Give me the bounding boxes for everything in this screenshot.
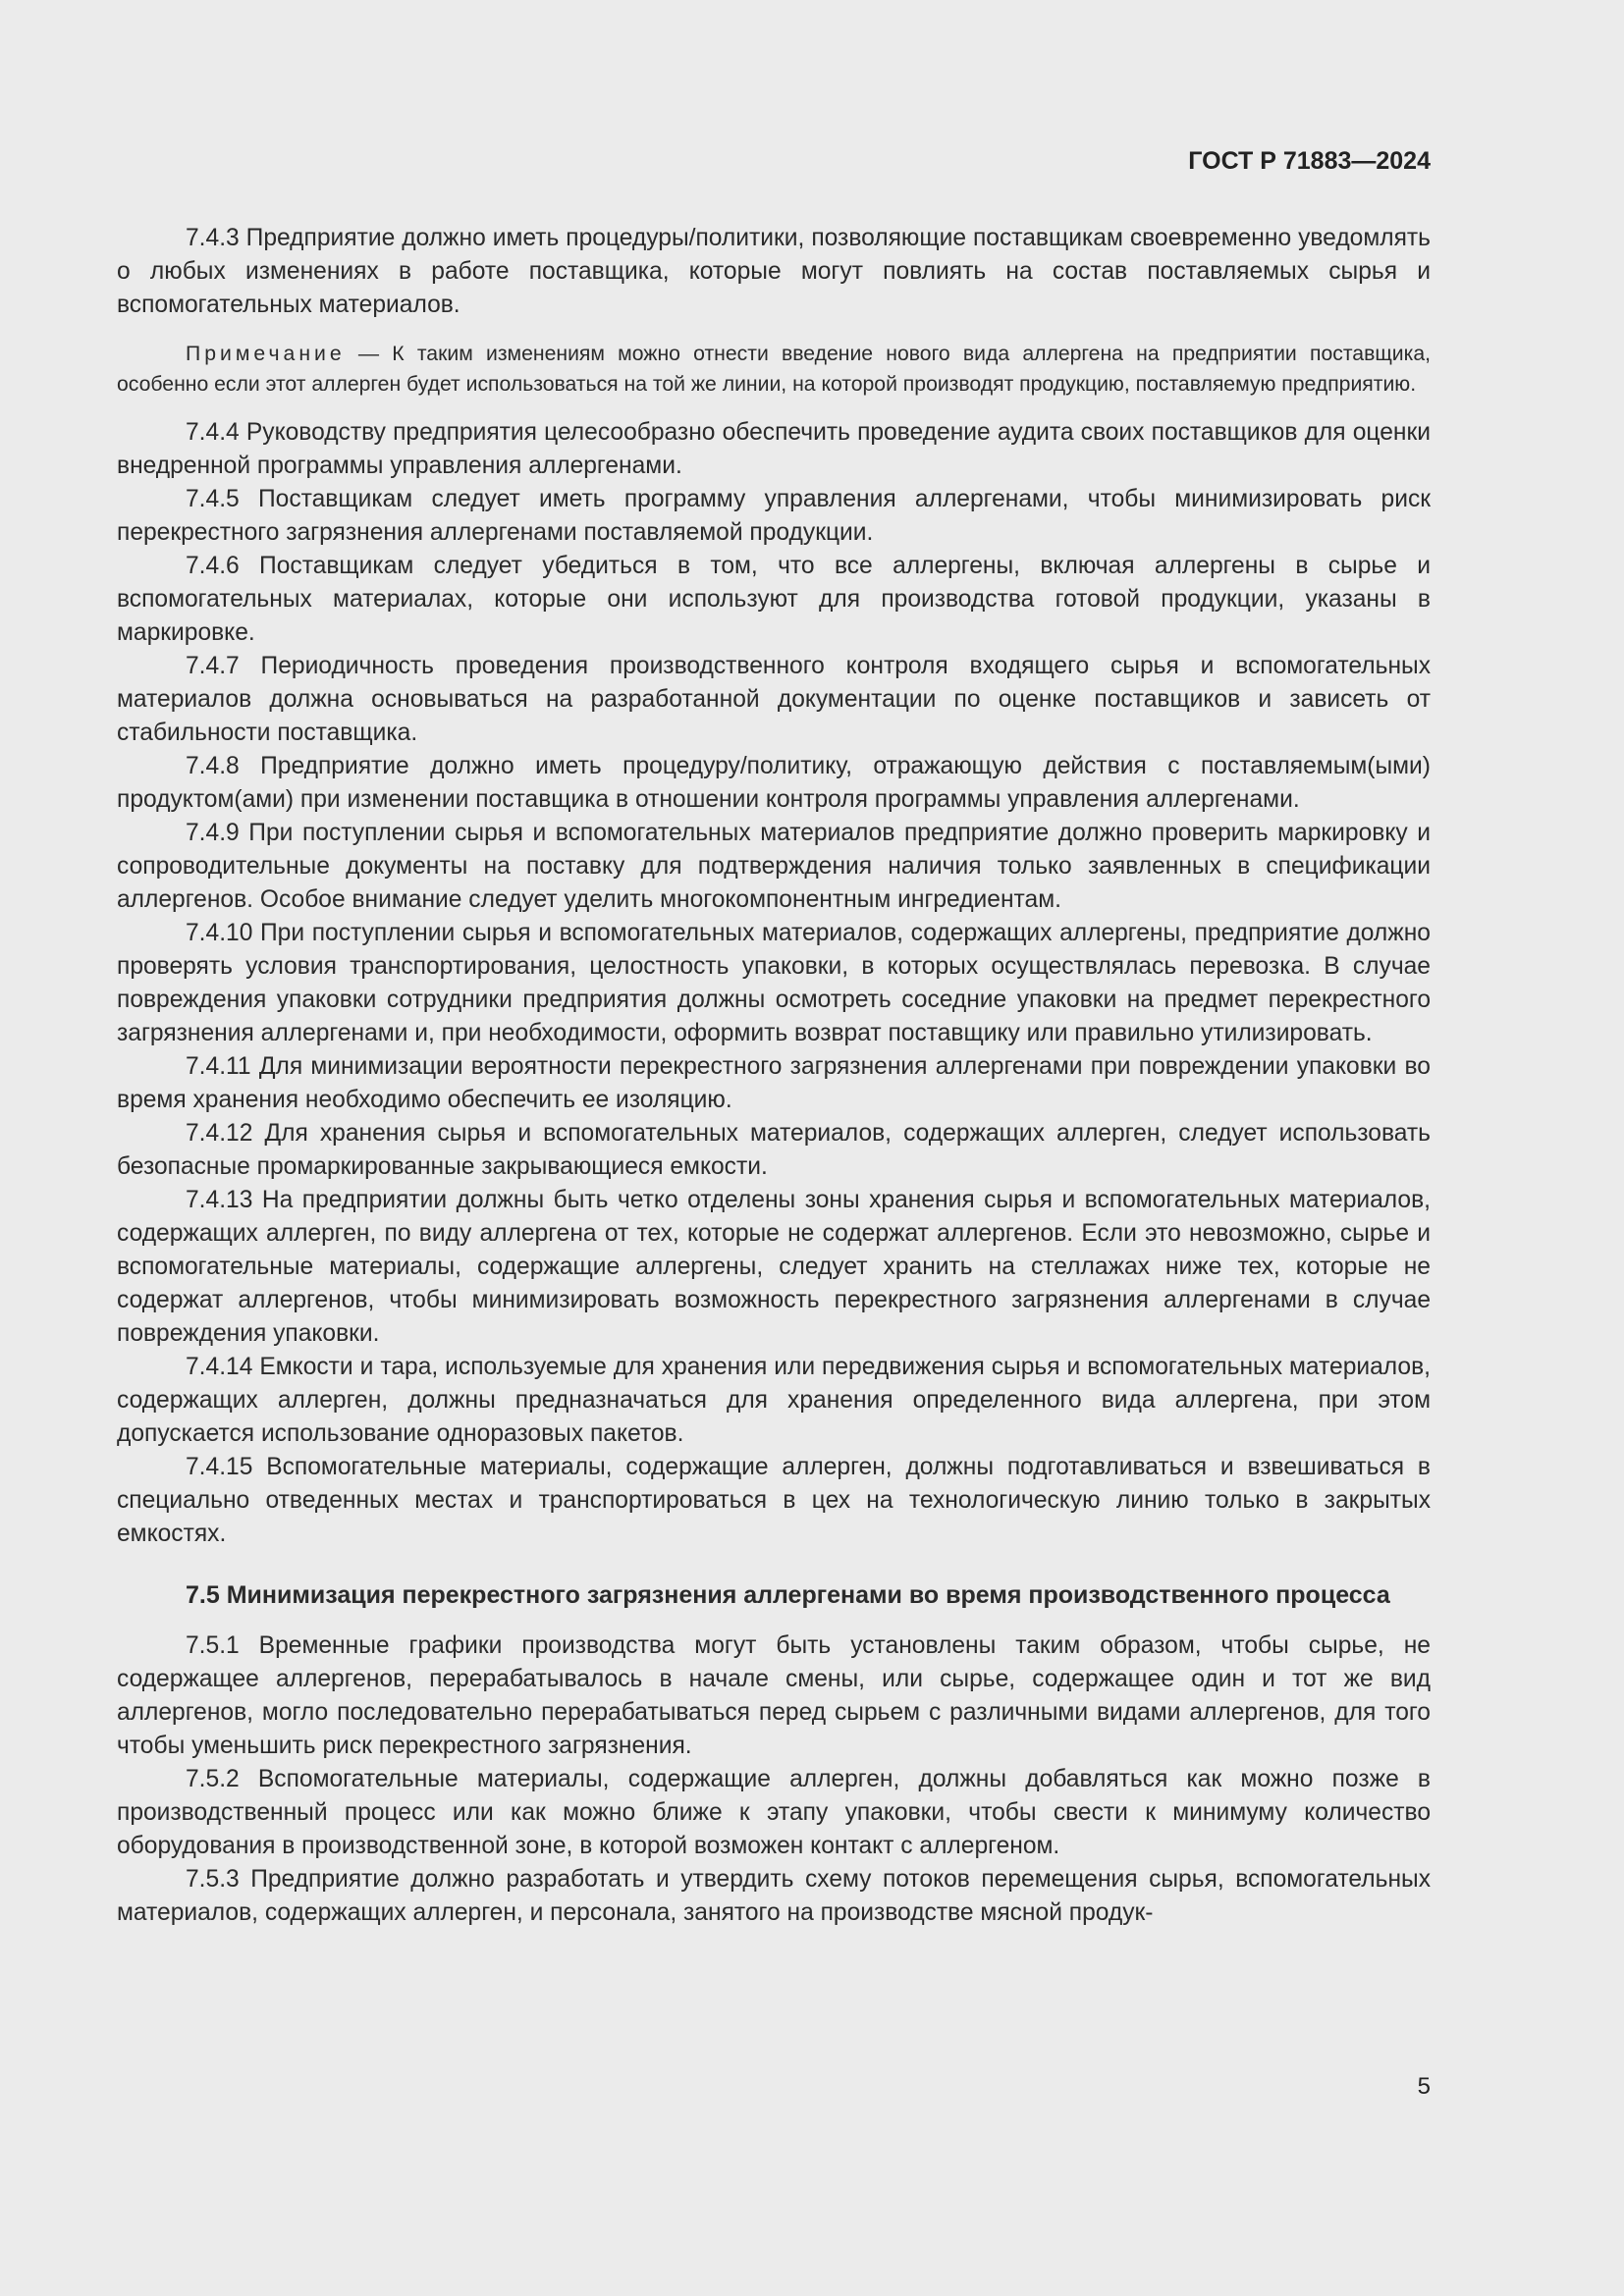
document-id-header: ГОСТ Р 71883—2024 — [1188, 147, 1431, 175]
paragraph-7-4-9: 7.4.9 При поступлении сырья и вспомогательных материалов предприятие должно проверить маркировку и сопроводительные документы на поставку для подтверждения наличия только заявленных в спецификации аллергенов. Особое внимание следует уделить многокомпонентным ингредиентам. — [117, 820, 1431, 913]
paragraph-7-4-5: 7.4.5 Поставщикам следует иметь программу управления аллергенами, чтобы минимизировать риск перекрестного загрязнения аллергенами поставляемой продукции. — [117, 486, 1431, 546]
paragraph-7-5-3: 7.5.3 Предприятие должно разработать и утвердить схему потоков перемещения сырья, вспомогательных материалов, содержащих аллерген, и персонала, занятого на производстве мясной продук- — [117, 1866, 1431, 1926]
paragraph-7-4-12: 7.4.12 Для хранения сырья и вспомогательных материалов, содержащих аллерген, следует использовать безопасные промаркированные закрывающиеся емкости. — [117, 1120, 1431, 1180]
document-body — [117, 222, 1431, 1930]
paragraph-7-4-4: 7.4.4 Руководству предприятия целесообразно обеспечить проведение аудита своих поставщиков для оценки внедренной программы управления аллергенами. — [117, 419, 1431, 479]
paragraph-7-4-15: 7.4.15 Вспомогательные материалы, содержащие аллерген, должны подготавливаться и взвешиваться в специально отведенных местах и транспортироваться в цех на технологическую линию только в закрытых емкостях. — [117, 1454, 1431, 1547]
paragraph-7-4-13: 7.4.13 На предприятии должны быть четко отделены зоны хранения сырья и вспомогательных материалов, содержащих аллерген, по виду аллергена от тех, которые не содержат аллергенов. Если это невозможно, сырье и вспомогательные материалы, содержащие аллергены, следует хранить на стеллажах ниже тех, которые не содержат аллергенов, чтобы минимизировать возможность перекрестного загрязнения аллергенами в случае повреждения упаковки. — [117, 1187, 1431, 1347]
paragraph-7-4-6: 7.4.6 Поставщикам следует убедиться в том, что все аллергены, включая аллергены в сырье и вспомогательных материалах, которые они используют для производства готовой продукции, указаны в маркировке. — [117, 553, 1431, 646]
note — [117, 339, 1431, 400]
paragraph-7-4-8: 7.4.8 Предприятие должно иметь процедуру/политику, отражающую действия с поставляемым(ыми) продуктом(ами) при изменении поставщика в отношении контроля программы управления аллергенами. — [117, 753, 1431, 813]
paragraph-7-4-7: 7.4.7 Периодичность проведения производственного контроля входящего сырья и вспомогательных материалов должна основываться на разработанной документации по оценке поставщиков и зависеть от стабильности поставщика. — [117, 653, 1431, 746]
paragraph-7-4-10: 7.4.10 При поступлении сырья и вспомогательных материалов, содержащих аллергены, предприятие должно проверять условия транспортирования, целостность упаковки, в которых осуществлялась перевозка. В случае повреждения упаковки сотрудники предприятия должны осмотреть соседние упаковки на предмет перекрестного загрязнения аллергенами и, при необходимости, оформить возврат поставщику или правильно утилизировать. — [117, 920, 1431, 1046]
paragraph-7-5-1: 7.5.1 Временные графики производства могут быть установлены таким образом, чтобы сырье, не содержащее аллергенов, перерабатывалось в начале смены, или сырье, содержащее один и тот же вид аллергенов, могло последовательно перерабатываться перед сырьем с различными видами аллергенов, для того чтобы уменьшить риск перекрестного загрязнения. — [117, 1632, 1431, 1759]
paragraph-7-4-3: 7.4.3 Предприятие должно иметь процедуры/политики, позволяющие поставщикам своевременно уведомлять о любых изменениях в работе поставщика, которые могут повлиять на состав поставляемых сырья и вспомогательных материалов. — [117, 225, 1431, 318]
section-heading-7-5: 7.5 Минимизация перекрестного загрязнения аллергенами во время производственного процесса — [186, 1581, 1390, 1609]
paragraph-7-5-2: 7.5.2 Вспомогательные материалы, содержащие аллерген, должны добавляться как можно позже в производственный процесс или как можно ближе к этапу упаковки, чтобы свести к минимуму количество оборудования в производственной зоне, в которой возможен контакт с аллергеном. — [117, 1766, 1431, 1859]
paragraph-7-4-14: 7.4.14 Емкости и тара, используемые для хранения или передвижения сырья и вспомогательных материалов, содержащих аллерген, должны предназначаться для хранения определенного вида аллергена, при этом допускается использование одноразовых пакетов. — [117, 1354, 1431, 1447]
note-label: Примечание — [186, 343, 346, 365]
note-text: — К таким изменениям можно отнести введение нового вида аллергена на предприятии поставщика, особенно если этот аллерген будет использоваться на той же линии, на которой производят продукцию, поставляемую предприятию. — [117, 343, 1431, 396]
paragraph-7-4-11: 7.4.11 Для минимизации вероятности перекрестного загрязнения аллергенами при повреждении упаковки во время хранения необходимо обеспечить ее изоляцию. — [117, 1053, 1431, 1113]
page-number: 5 — [1417, 2073, 1431, 2100]
